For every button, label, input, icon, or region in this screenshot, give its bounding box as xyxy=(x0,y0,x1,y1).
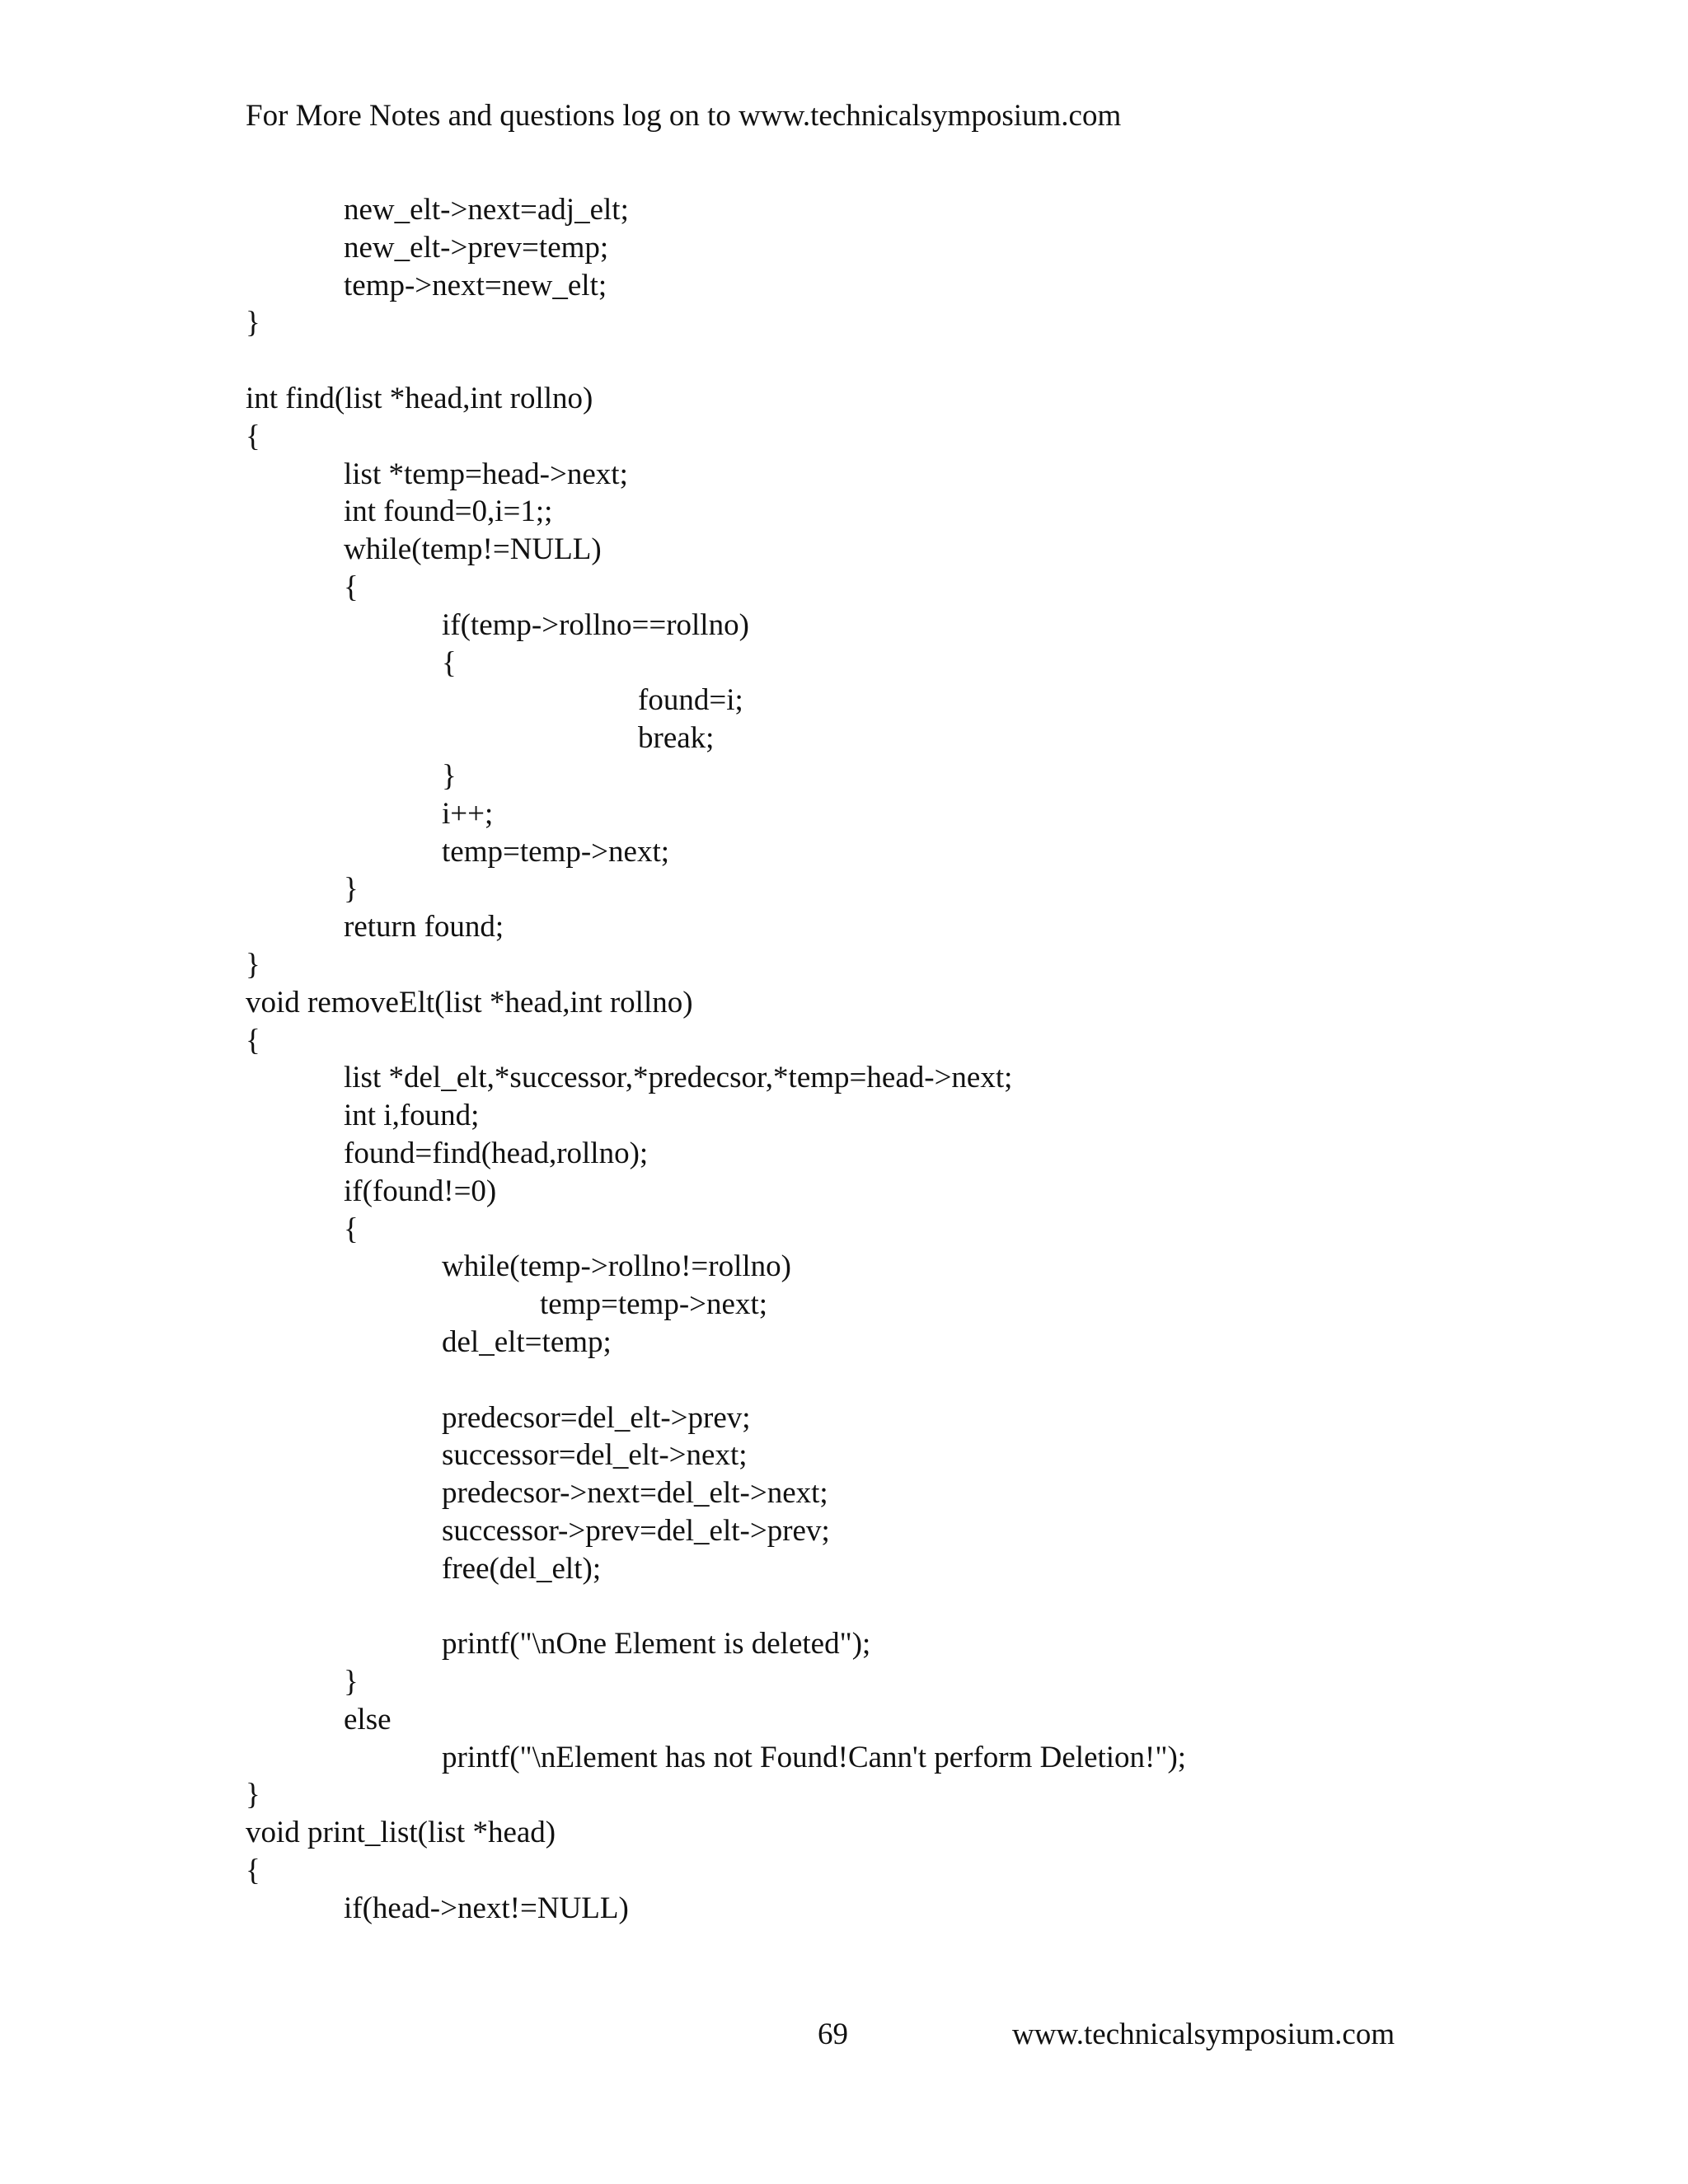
code-line: list *del_elt,*successor,*predecsor,*temp=head->next; xyxy=(344,1061,1013,1095)
code-line: { xyxy=(246,1023,260,1057)
code-line: void print_list(list *head) xyxy=(246,1816,556,1850)
code-line: { xyxy=(442,645,457,680)
code-line: i++; xyxy=(442,796,494,831)
code-line xyxy=(246,1361,1589,1399)
code-line: if(temp->rollno==rollno) xyxy=(442,607,749,642)
code-line: return found; xyxy=(344,910,504,944)
code-line: } xyxy=(246,306,260,340)
code-line: temp=temp->next; xyxy=(540,1287,768,1322)
code-line xyxy=(246,1587,1589,1625)
code-line: void removeElt(list *head,int rollno) xyxy=(246,985,693,1019)
page-number: 69 xyxy=(818,2018,848,2051)
code-line: successor->prev=del_elt->prev; xyxy=(442,1513,830,1548)
code-line: del_elt=temp; xyxy=(442,1324,612,1359)
code-line: free(del_elt); xyxy=(442,1551,602,1586)
code-line: predecsor=del_elt->prev; xyxy=(442,1400,751,1435)
code-line: printf("\nOne Element is deleted"); xyxy=(442,1627,871,1661)
code-line: { xyxy=(344,1212,359,1246)
code-line: } xyxy=(246,1778,260,1812)
code-line: int find(list *head,int rollno) xyxy=(246,381,593,415)
code-line: found=i; xyxy=(638,683,743,718)
code-line: } xyxy=(442,758,457,793)
code-line: } xyxy=(344,1665,359,1699)
code-line: } xyxy=(344,872,359,907)
code-line xyxy=(246,342,1589,380)
page-header: For More Notes and questions log on to www.technicalsymposium.com xyxy=(246,99,1122,133)
code-listing xyxy=(246,191,1589,1928)
code-line: found=find(head,rollno); xyxy=(344,1136,649,1170)
footer-website: www.technicalsymposium.com xyxy=(1012,2018,1395,2051)
code-line: { xyxy=(344,569,359,604)
code-line: else xyxy=(344,1702,392,1736)
code-line: if(found!=0) xyxy=(344,1174,497,1208)
code-line: } xyxy=(246,947,260,982)
code-line: printf("\nElement has not Found!Cann't perform Deletion!"); xyxy=(442,1740,1187,1774)
code-line: temp->next=new_elt; xyxy=(344,268,607,302)
code-line: predecsor->next=del_elt->next; xyxy=(442,1476,828,1511)
code-line: { xyxy=(246,419,260,453)
code-line: int i,found; xyxy=(344,1099,480,1133)
code-line: new_elt->next=adj_elt; xyxy=(344,193,629,227)
code-line: break; xyxy=(638,721,715,756)
code-line: while(temp!=NULL) xyxy=(344,532,602,567)
code-line: new_elt->prev=temp; xyxy=(344,230,609,265)
code-line: successor=del_elt->next; xyxy=(442,1438,748,1473)
code-line: while(temp->rollno!=rollno) xyxy=(442,1249,791,1284)
code-line: list *temp=head->next; xyxy=(344,457,628,491)
code-line: temp=temp->next; xyxy=(442,834,670,869)
code-line: int found=0,i=1;; xyxy=(344,494,553,529)
code-line: { xyxy=(246,1854,260,1888)
code-line: if(head->next!=NULL) xyxy=(344,1891,629,1925)
